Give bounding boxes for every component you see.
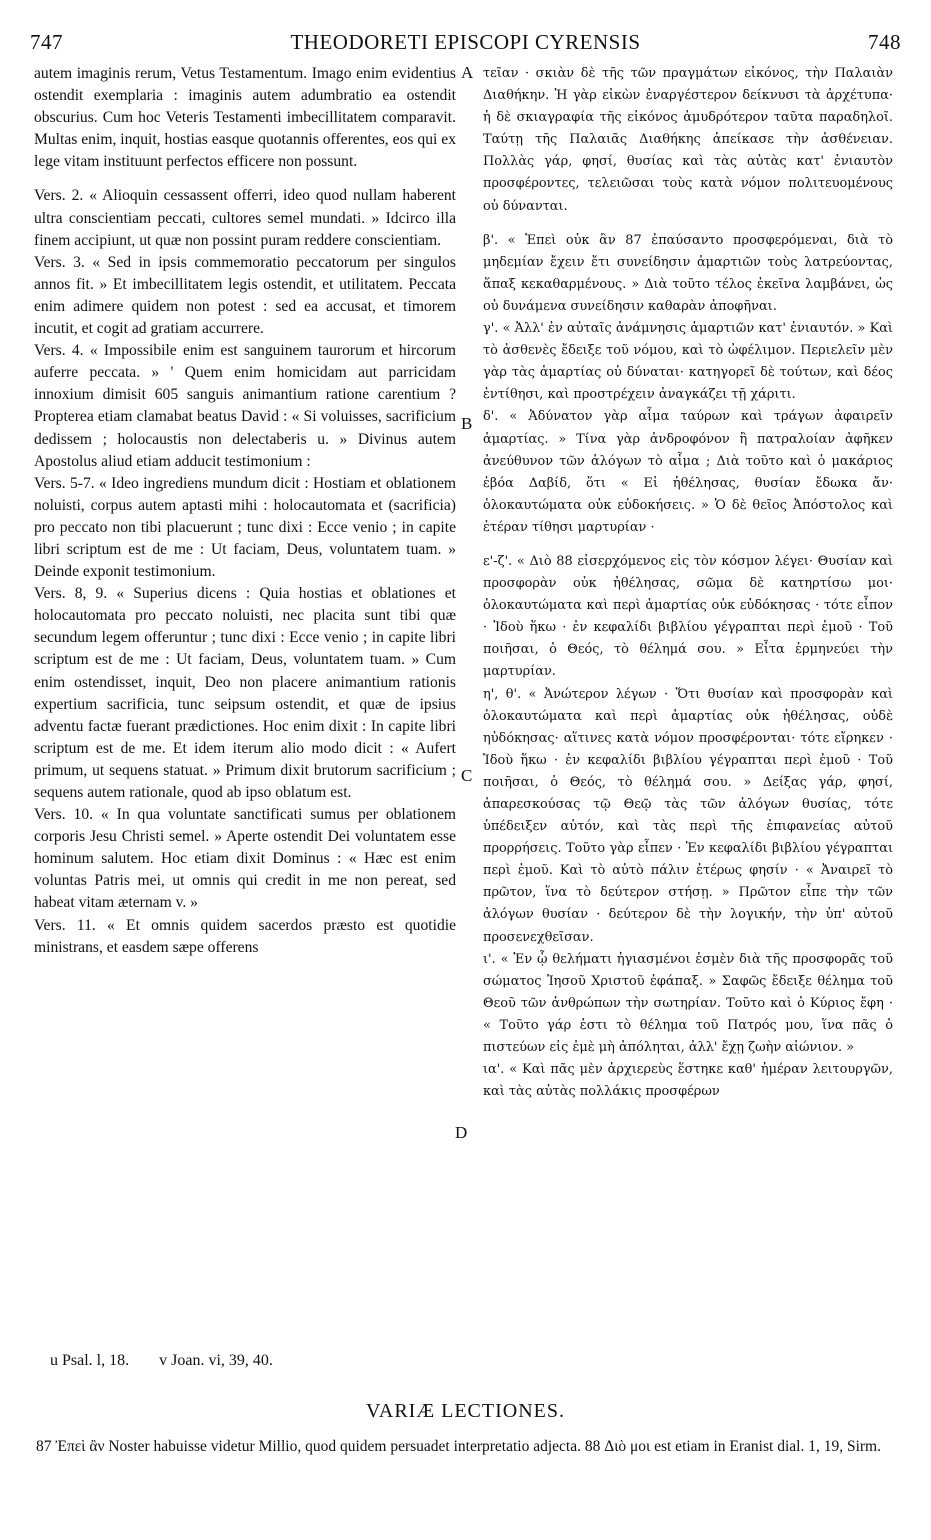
left-page-number: 747 (30, 30, 63, 54)
greek-column (483, 63, 893, 1103)
latin-paragraph: Vers. 11. « Et omnis quidem sacerdos præsto est quotidie ministrans, et easdem sæpe offerens (34, 916, 456, 956)
greek-paragraph: ε'-ζ'. « Διὸ 88 εἰσερχόμενος εἰς τὸν κόσμον λέγει· Θυσίαν καὶ προσφορὰν οὐκ ἠθέλησας, σῶμα δὲ κατηρτίσω μοι· ὁλοκαυτώματα καὶ περὶ ἁμαρτίας οὐκ εὐδόκησας · τότε εἶπον · Ἰδοὺ ἥκω · ἐν κεφαλίδι βιβλίου γέγραπται περὶ ἐμοῦ · Τοῦ ποιῆσαι, ὁ Θεός, τὸ θέλημά σου. » Εἶτα ἑρμηνεύει τὴν μαρτυρίαν. (483, 553, 893, 680)
margin-letter-a: A (461, 63, 474, 82)
latin-paragraph: Vers. 8, 9. « Superius dicens : Quia hostias et oblationes et holocautomata pro peccato noluisti, nec placita sunt tibi quæ secundum legem offeruntur ; tunc dixi : Ecce venio ; in capite libri scriptum est de me : Ut faciam, Deus, voluntatem tuam. » Cum enim ostendisset, inquit, Deo non placere animantium rationis expertium sacrificia, tunc seipsum ostendit, et quæ de ipsius adventu factæ fuerant prædictiones. Hoc enim dixit : In capite libri scriptum est de me. Et idem iterum alio modo dicit : « Aufert primum, ut sequens statuat. » Primum dixit brutorum sacrificium ; sequens autem rationale, quod ab ipso oblatum est. (34, 585, 456, 801)
right-page-number: 748 (868, 30, 901, 54)
footnote: v Joan. vi, 39, 40. (159, 1352, 273, 1369)
greek-paragraph: τεῖαν · σκιὰν δὲ τῆς τῶν πραγμάτων εἰκόνος, τὴν Παλαιὰν Διαθήκην. Ἡ γὰρ εἰκὼν ἐναργέστερον δείκνυσι τὰ ἀρχέτυπα· ἡ δὲ σκιαγραφία τῆς εἰκόνος ἀμυδρότερον ταῦτα παραδηλοῖ. Ταύτῃ τῆς Παλαιᾶς Διαθήκης ἀπείκασε τὴν ἀσθένειαν. Πολλὰς γάρ, φησί, θυσίας καὶ τὰς αὐτὰς κατ' ἐνιαυτὸν προσφέροντες, τελειῶσαι τοὺς κατὰ νόμον πολιτευομένους οὐ δύνανται. (483, 66, 893, 214)
latin-paragraph: Vers. 5-7. « Ideo ingrediens mundum dicit : Hostiam et oblationem noluisti, corpus autem aptasti mihi : holocautomata et (sacrificia) pro peccato non tibi placuerunt ; tunc dixi : Ecce venio ; in capite libri scriptum est de me : Ut faciam, Deus, voluntatem tuam. » Deinde exponit testimonium. (34, 474, 456, 581)
greek-paragraph: δ'. « Ἀδύνατον γὰρ αἷμα ταύρων καὶ τράγων ἀφαιρεῖν ἁμαρτίας. » Τίνα γὰρ ἀνδροφόνον ἢ πατραλοίαν ἀφῆκεν ἀνεύθυνον τῶν ἀλόγων τὸ αἷμα ; Διὰ τοῦτο καὶ ὁ μακάριος ἐβόα Δαβίδ, ὅτι « Εἰ ἠθέλησας, θυσίαν ἔδωκα ἄν· ὁλοκαυτώματα οὐκ εὐδοκήσεις. » Ὁ δὲ θεῖος Ἀπόστολος καὶ ἑτέραν τίθησι μαρτυρίαν · (483, 409, 893, 535)
latin-paragraph: Vers. 4. « Impossibile enim est sanguinem taurorum et hircorum auferre peccata. » ' Quem enim homicidam aut parricidam innoxium dimisit 605 sanguis animantium ratione carentium ? Propterea etiam clamabat beatus David : « Si voluisses, sacrificium dedissem ; holocaustis non delectaberis u. » Divinus autem Apostolus aliud etiam adducit testimonium : (34, 342, 456, 470)
greek-paragraph: ια'. « Καὶ πᾶς μὲν ἀρχιερεὺς ἕστηκε καθ' ἡμέραν λειτουργῶν, καὶ τὰς αὐτὰς πολλάκις προσφέρων (483, 1062, 893, 1100)
latin-paragraph: Vers. 2. « Alioquin cessassent offerri, ideo quod nullam haberent ultra conscientiam peccati, cultores semel mundati. » Idcirco illa finem accipiunt, ut quæ non possint puram reddere conscientiam. (34, 187, 456, 249)
greek-paragraph: ι'. « Ἐν ᾧ θελήματι ἡγιασμένοι ἐσμὲν διὰ τῆς προσφορᾶς τοῦ σώματος Ἰησοῦ Χριστοῦ ἐφάπαξ. » Σαφῶς ἔδειξε θέλημα τοῦ Θεοῦ τῶν ἀνθρώπων τὴν σωτηρίαν. Τοῦτο καὶ ὁ Κύριος ἔφη · « Τοῦτο γάρ ἐστι τὸ θέλημα τοῦ Πατρός μου, ἵνα πᾶς ὁ πιστεύων εἰς ἐμὲ μὴ ἀπόληται, ἀλλ' ἔχῃ ζωὴν αἰώνιον. » (483, 951, 893, 1056)
latin-column (34, 63, 456, 959)
variae-heading: VARIÆ LECTIONES. (366, 1400, 565, 1422)
margin-letter-c: C (461, 766, 473, 785)
variae-notes: 87 Ἐπεὶ ἂν Noster habuisse videtur Millio, quod quidem persuadet interpretatio adjecta. 88 Διὸ μοι est etiam in Eranist dial. 1, 19, Sirm. (36, 1438, 881, 1455)
footnote: u Psal. l, 18. (50, 1352, 130, 1369)
latin-paragraph: Vers. 10. « In qua voluntate sanctificati sumus per oblationem corporis Jesu Christi semel. » Aperte ostendit Dei voluntatem esse hominum salutem. Hoc etiam dixit Dominus : « Hæc est enim voluntas Patris mei, ut omnis qui credit in me non pereat, sed habeat vitam æternam v. » (34, 806, 456, 912)
running-title: THEODORETI EPISCOPI CYRENSIS (290, 30, 641, 54)
margin-letter-b: B (461, 414, 473, 433)
footnotes (50, 1352, 299, 1370)
greek-paragraph: β'. « Ἐπεὶ οὐκ ἂν 87 ἐπαύσαντο προσφερόμεναι, διὰ τὸ μηδεμίαν ἔχειν ἔτι συνείδησιν ἁμαρτιῶν τοὺς λατρεύοντας, ἅπαξ κεκαθαρμένους. » Διὰ τοῦτο τέλος ἐκεῖνα λαμβάνει, ὡς οὐ δυνάμενα συνείδησιν καθαρὰν ἀποφῆναι. (483, 232, 893, 314)
greek-paragraph: γ'. « Ἀλλ' ἐν αὐταῖς ἀνάμνησις ἁμαρτιῶν κατ' ἐνιαυτόν. » Καὶ τὸ ἀσθενὲς ἔδειξε τοῦ νόμου, καὶ τὸ ὠφέλιμον. Περιελεῖν μὲν γὰρ τὰς ἁμαρτίας οὐ δύναται· κατηγορεῖ δὲ τούτων, καὶ δέος ἐντίθησι, καὶ προστρέχειν ἀναγκάζει τῇ χάριτι. (483, 321, 893, 403)
latin-paragraph: Vers. 3. « Sed in ipsis commemoratio peccatorum per singulos annos fit. » Et imbecillitatem legis ostendit, et utilitatem. Peccata enim adimere quidem non potest : sed ea accusat, et timorem incutit, et cogit ad gratiam accurrere. (34, 253, 456, 338)
margin-letter-d: D (455, 1123, 468, 1142)
running-header (30, 30, 901, 56)
latin-paragraph: autem imaginis rerum, Vetus Testamentum. Imago enim evidentius ostendit exemplaria : imaginis autem adumbratio ea ostendit obscurius. Cum hoc Veteris Testamenti imbecillitatem comparavit. Multas enim, inquit, hostias easque quotannis offerentes, eos qui ex lege vitam instituunt perfectos efficere non possunt. (34, 65, 456, 171)
greek-paragraph: η', θ'. « Ἀνώτερον λέγων · Ὅτι θυσίαν καὶ προσφορὰν καὶ ὁλοκαυτώματα καὶ περὶ ἁμαρτίας οὐκ ἠθέλησας, οὐδὲ ηὐδόκησας· αἵτινες κατὰ νόμον προσφέρονται· τότε εἴρηκεν · Ἰδοὺ ἥκω · ἐν κεφαλίδι βιβλίου γέγραπται περὶ ἐμοῦ · Τοῦ ποιῆσαι, ὁ Θεός, τὸ θέλημά σου. » Δείξας γάρ, φησί, ἀπαρεσκούσας τῷ Θεῷ τὰς τῶν ἀλόγων θυσίας, τότε ὑπέδειξεν αὐτόν, καὶ τὰς περὶ τῆς ἐπιφανείας αὐτοῦ προρρήσεις. Τοῦτο γὰρ εἶπεν · Ἐν κεφαλίδι βιβλίου γέγραπται περὶ ἐμοῦ. Καὶ τὸ αὐτὸ πάλιν ἑτέρως φησίν · « Ἀναιρεῖ τὸ πρῶτον, ἵνα τὸ δεύτερον στήσῃ. » Πρῶτον εἶπε τὴν τῶν ἀλόγων θυσίαν · δεύτερον δὲ τὴν λογικήν, τὴν ὑπ' αὐτοῦ προσενεχθεῖσαν. (483, 686, 893, 945)
